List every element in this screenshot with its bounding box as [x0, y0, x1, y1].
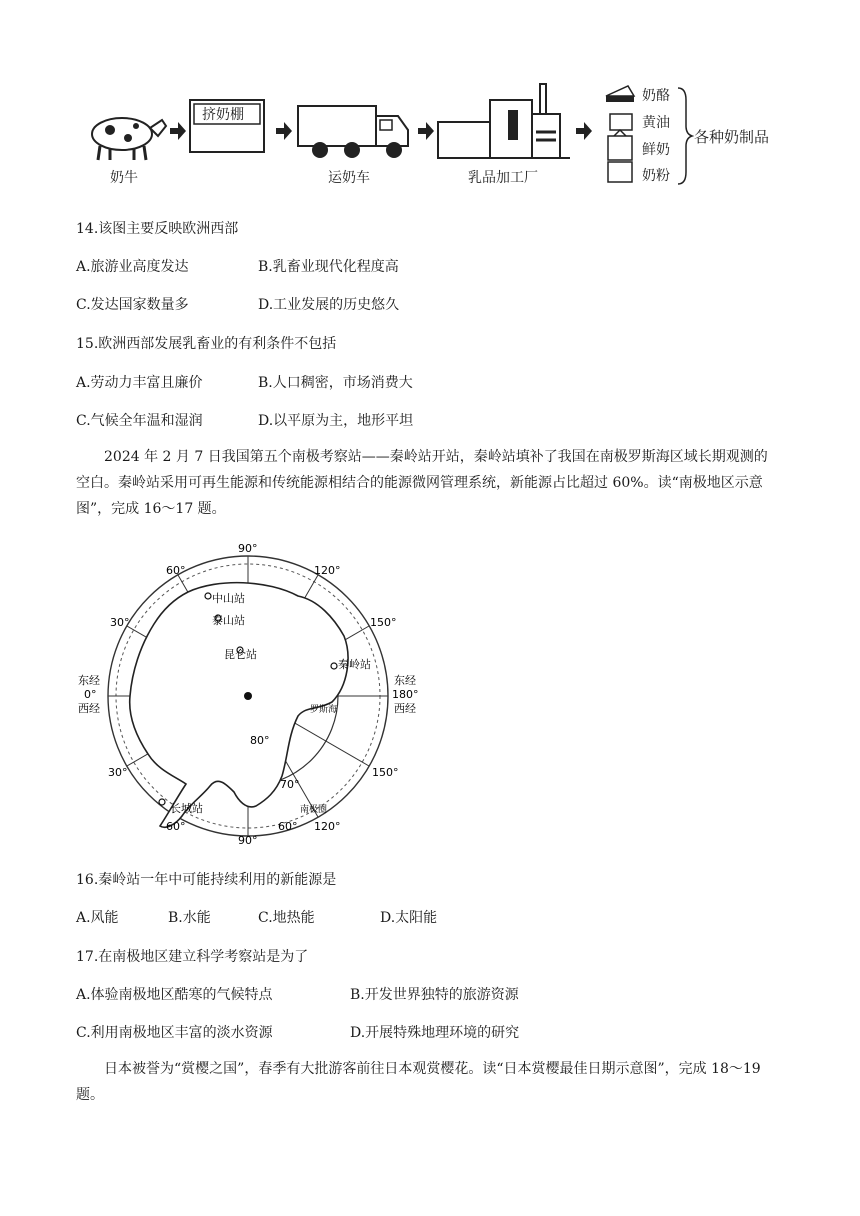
factory-label: 乳品加工厂	[468, 170, 538, 186]
truck-label: 运奶车	[328, 170, 370, 186]
ross-sea-label: 罗斯海	[310, 705, 338, 715]
lon-label-60-bm: 60°	[278, 820, 298, 833]
product-milk: 鲜奶	[642, 142, 670, 158]
arrow-right-icon	[418, 122, 434, 140]
station-changcheng: 长城站	[170, 802, 203, 815]
dairy-flow-diagram	[80, 76, 790, 188]
lon-label-60-bl: 60°	[166, 820, 186, 833]
question-14-stem: 14.该图主要反映欧洲西部	[76, 221, 239, 237]
dairy-factory-icon	[438, 84, 570, 158]
arrow-right-icon	[276, 122, 292, 140]
q15-option-d: D.以平原为主，地形平坦	[258, 413, 414, 429]
lon-label-180: 180°	[392, 688, 419, 701]
lon-label-120-tr: 120°	[314, 564, 341, 577]
product-cheese: 奶酪	[642, 88, 670, 104]
lat-label-70: 70°	[280, 778, 300, 791]
q15-option-b: B.人口稠密，市场消费大	[258, 375, 413, 391]
question-17-stem: 17.在南极地区建立科学考察站是为了	[76, 949, 309, 965]
q14-option-b: B.乳畜业现代化程度高	[258, 259, 399, 275]
passage-antarctica: 2024 年 2 月 7 日我国第五个南极考察站——秦岭站开站，秦岭站填补了我国在南极罗斯海区域长期观测的空白。秦岭站采用可再生能源和传统能源相结合的能源微网管理系统，新能源占比超过 60%。读“南极地区示意图”，完成 16～17 题。	[76, 449, 768, 517]
q16-option-d: D.太阳能	[380, 910, 438, 926]
lon-label-30-l: 30°	[110, 616, 130, 629]
q17-option-a: A.体验南极地区酷寒的气候特点	[76, 987, 273, 1003]
q15-option-c: C.气候全年温和湿润	[76, 413, 203, 429]
lon-label-0: 0°	[84, 688, 97, 701]
product-milk-powder: 奶粉	[642, 168, 670, 184]
lon-label-90-bottom: 90°	[238, 834, 258, 847]
lon-label-150-r: 150°	[370, 616, 397, 629]
lon-label-west-right: 西经	[394, 702, 416, 715]
lon-label-west-left: 西经	[78, 702, 100, 715]
antarctic-circle-label: 南极圈	[300, 805, 328, 815]
lon-label-60-tl: 60°	[166, 564, 186, 577]
milking-shed-box	[190, 100, 264, 152]
products-summary: 各种奶制品	[694, 128, 770, 146]
lon-label-90-top: 90°	[238, 542, 258, 555]
lon-label-150-br: 150°	[372, 766, 399, 779]
lon-label-120-br: 120°	[314, 820, 341, 833]
antarctica-map	[78, 540, 428, 847]
lon-label-east-right: 东经	[394, 674, 416, 687]
station-kunlun: 昆仑站	[224, 648, 257, 661]
question-16-stem: 16.秦岭站一年中可能持续利用的新能源是	[76, 872, 337, 888]
lon-label-east-left: 东经	[78, 674, 100, 687]
dairy-products-icons	[606, 86, 634, 182]
station-taishan: 泰山站	[212, 614, 245, 627]
q14-option-d: D.工业发展的历史悠久	[258, 297, 400, 313]
q17-option-b: B.开发世界独特的旅游资源	[350, 987, 519, 1003]
q14-option-a: A.旅游业高度发达	[76, 259, 189, 275]
q16-option-c: C.地热能	[258, 910, 315, 926]
cow-icon	[92, 118, 166, 160]
q16-option-b: B.水能	[168, 910, 211, 926]
question-15-stem: 15.欧洲西部发展乳畜业的有利条件不包括	[76, 336, 337, 352]
q14-option-c: C.发达国家数量多	[76, 297, 189, 313]
q17-option-c: C.利用南极地区丰富的淡水资源	[76, 1025, 273, 1041]
shed-label: 挤奶棚	[202, 107, 244, 123]
q15-option-a: A.劳动力丰富且廉价	[76, 375, 203, 391]
station-zhongshan: 中山站	[212, 592, 245, 605]
passage-japan-sakura: 日本被誉为“赏樱之国”，春季有大批游客前往日本观赏樱花。读“日本赏樱最佳日期示意图”，完成 18～19 题。	[76, 1061, 761, 1103]
arrow-right-icon	[170, 122, 186, 140]
milk-truck-icon	[298, 106, 408, 158]
cow-label: 奶牛	[110, 170, 138, 186]
arrow-right-icon	[576, 122, 592, 140]
lon-label-30-bl: 30°	[108, 766, 128, 779]
lat-label-80: 80°	[250, 734, 270, 747]
q17-option-d: D.开展特殊地理环境的研究	[350, 1025, 520, 1041]
station-qinling: 秦岭站	[338, 658, 371, 671]
q16-option-a: A.风能	[76, 910, 119, 926]
product-butter: 黄油	[642, 115, 670, 131]
brace-icon	[678, 88, 692, 184]
